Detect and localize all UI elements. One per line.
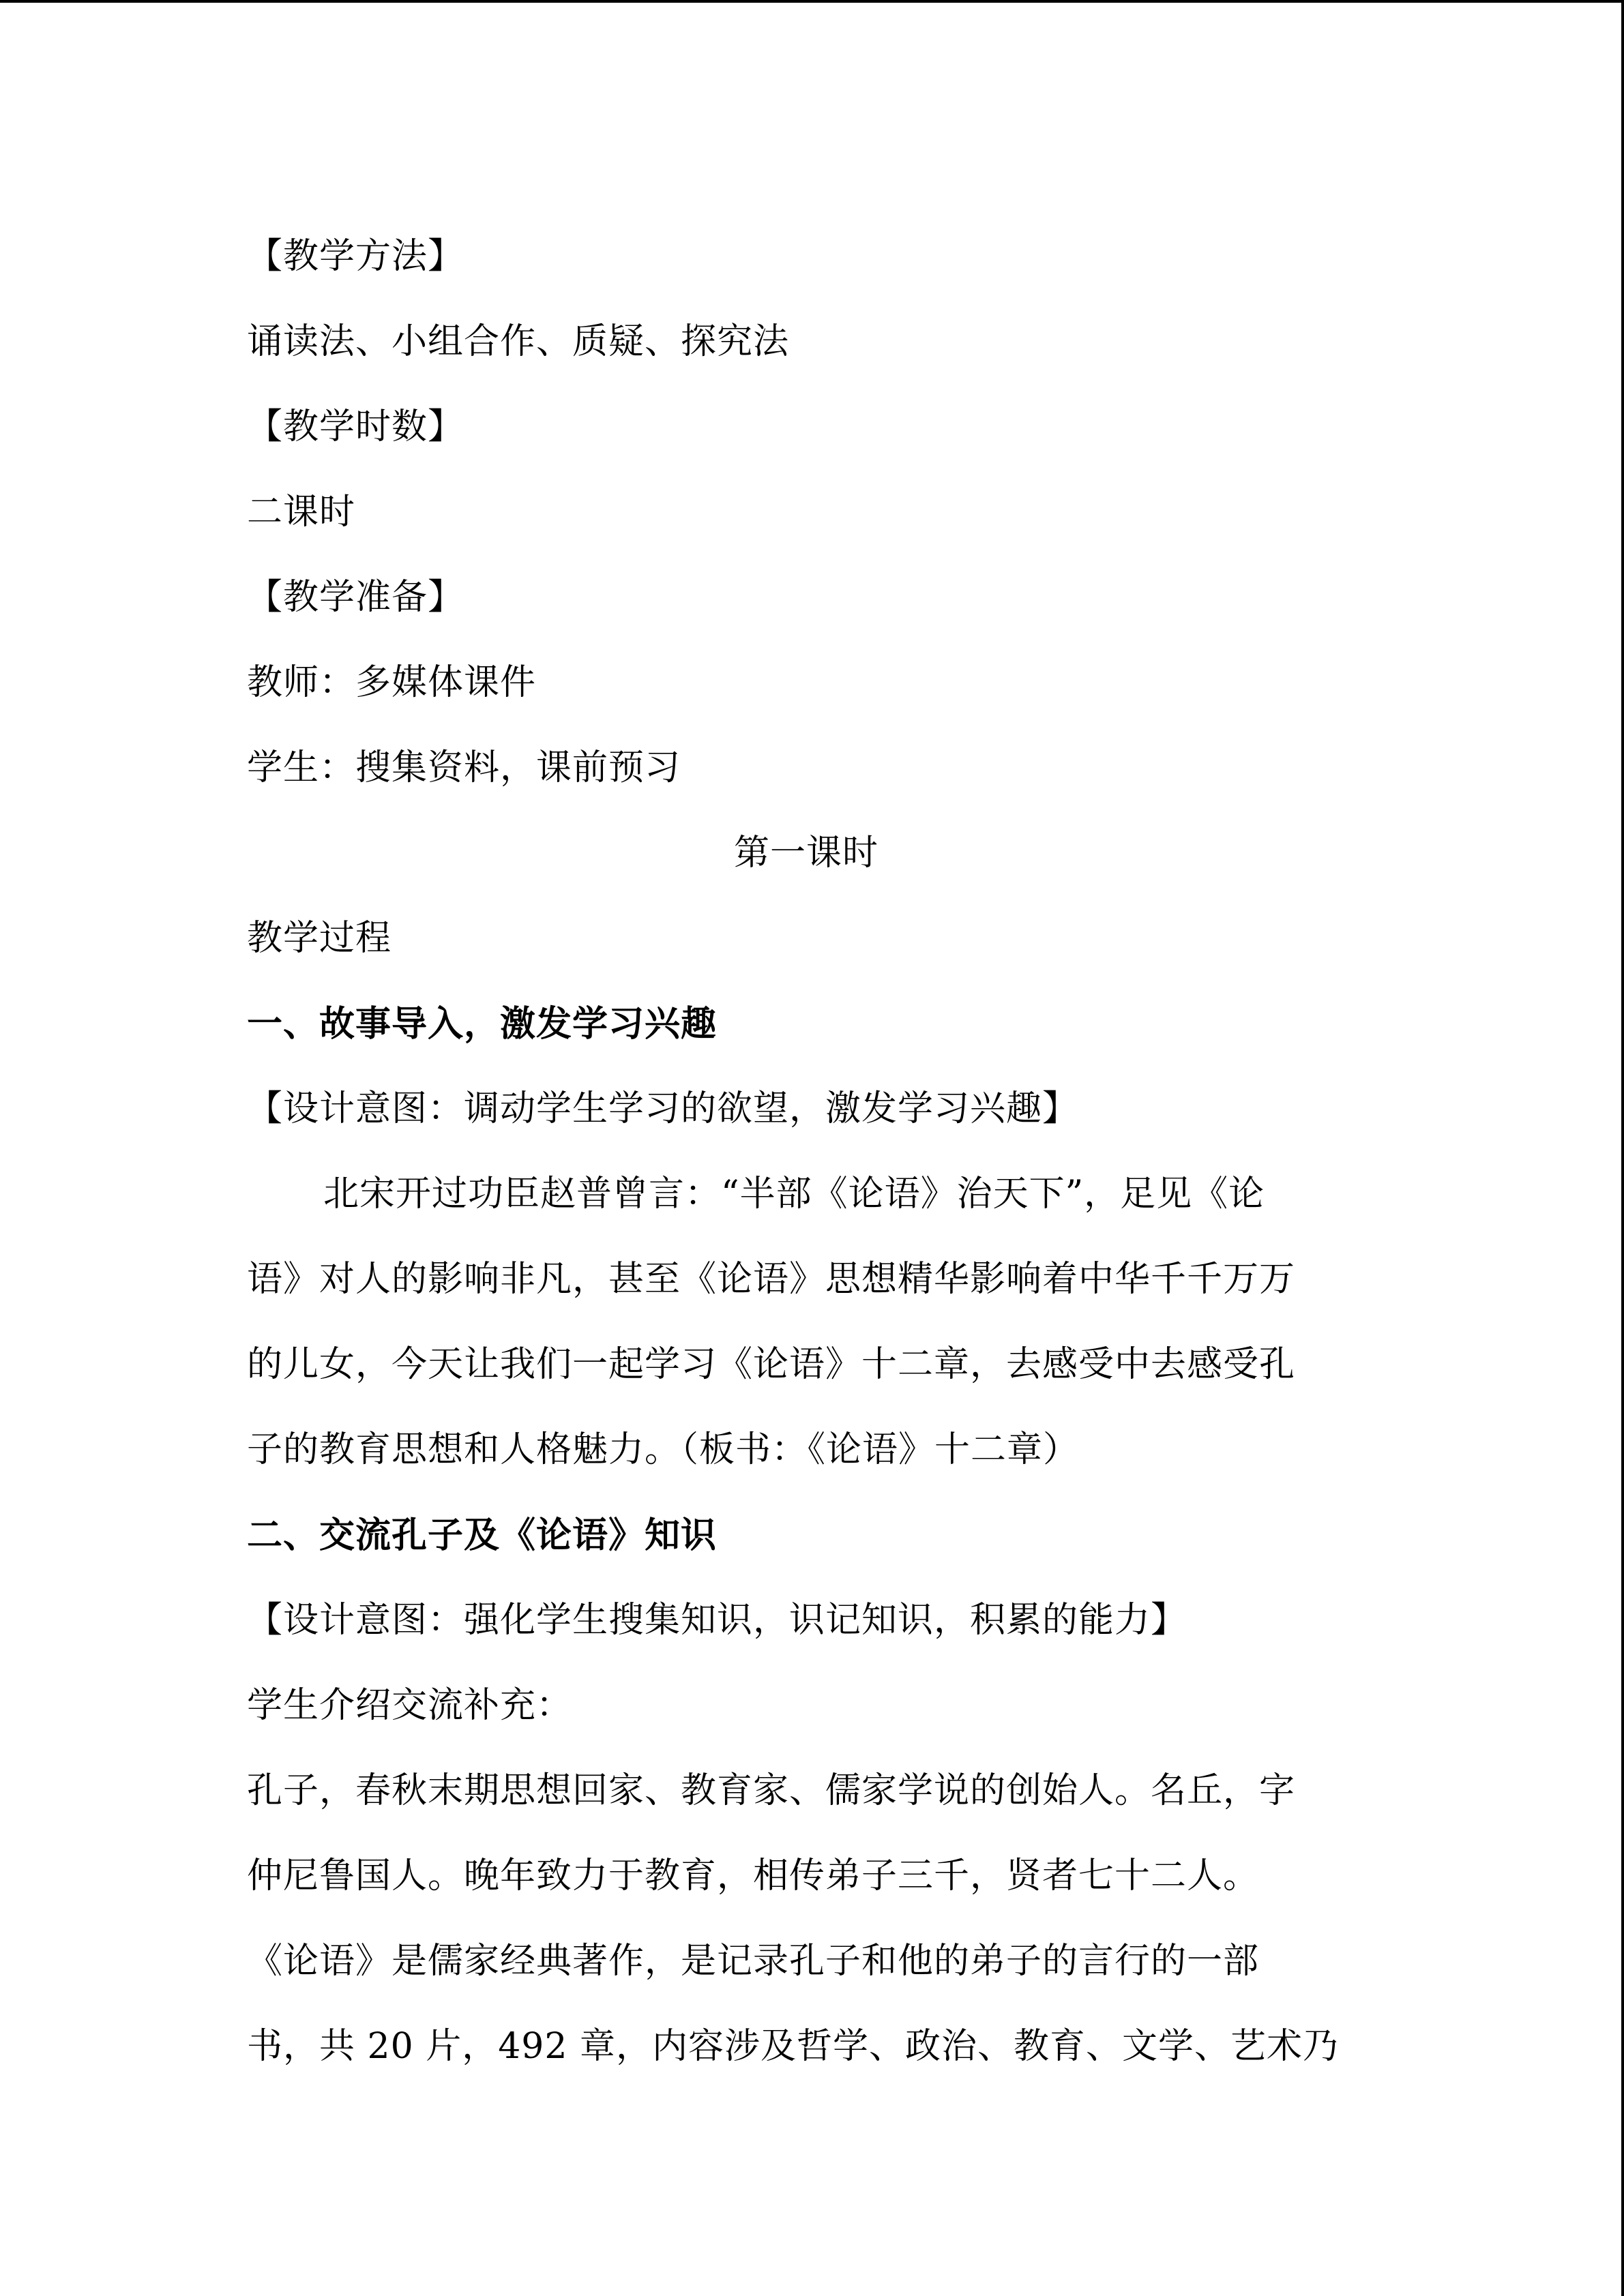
teaching-process-label: 教学过程 bbox=[247, 918, 392, 959]
design-intent-one: 【设计意图：调动学生学习的欲望，激发学习兴趣】 bbox=[247, 1088, 1079, 1129]
heading-teaching-method: 【教学方法】 bbox=[247, 236, 464, 277]
paragraph-line: 语》对人的影响非凡，甚至《论语》思想精华影响着中华千千万万 bbox=[247, 1259, 1296, 1300]
paragraph-line: 子的教育思想和人格魅力。（板书：《论语》十二章） bbox=[247, 1429, 1080, 1470]
student-prep-text: 学生：搜集资料，课前预习 bbox=[247, 747, 681, 788]
paragraph-line: 北宋开过功臣赵普曾言：“半部《论语》治天下”，足见《论 bbox=[323, 1174, 1265, 1214]
teaching-hours-text: 二课时 bbox=[247, 492, 356, 533]
heading-teaching-hours: 【教学时数】 bbox=[247, 406, 464, 447]
paragraph-line: 《论语》是儒家经典著作，是记录孔子和他的弟子的言行的一部 bbox=[247, 1941, 1260, 1982]
section-heading-two: 二、交流孔子及《论语》知识 bbox=[247, 1515, 718, 1556]
paragraph-line: 仲尼鲁国人。晚年致力于教育，相传弟子三千，贤者七十二人。 bbox=[247, 1855, 1260, 1896]
paragraph-line: 孔子，春秋末期思想回家、教育家、儒家学说的创始人。名丘，字 bbox=[247, 1770, 1296, 1811]
student-exchange-label: 学生介绍交流补充： bbox=[247, 1685, 573, 1726]
document-body bbox=[247, 214, 1365, 2089]
heading-teaching-prep: 【教学准备】 bbox=[247, 577, 464, 618]
paragraph-line: 书，共 20 片，492 章，内容涉及哲学、政治、教育、文学、艺术乃 bbox=[247, 2026, 1340, 2067]
paragraph-line: 的儿女，今天让我们一起学习《论语》十二章，去感受中去感受孔 bbox=[247, 1344, 1296, 1385]
lesson-title: 第一课时 bbox=[733, 833, 879, 874]
section-heading-one: 一、故事导入，激发学习兴趣 bbox=[247, 1003, 718, 1045]
teacher-prep-text: 教师：多媒体课件 bbox=[247, 662, 537, 703]
teaching-method-text: 诵读法、小组合作、质疑、探究法 bbox=[247, 321, 790, 362]
design-intent-two: 【设计意图：强化学生搜集知识，识记知识，积累的能力】 bbox=[247, 1600, 1187, 1641]
